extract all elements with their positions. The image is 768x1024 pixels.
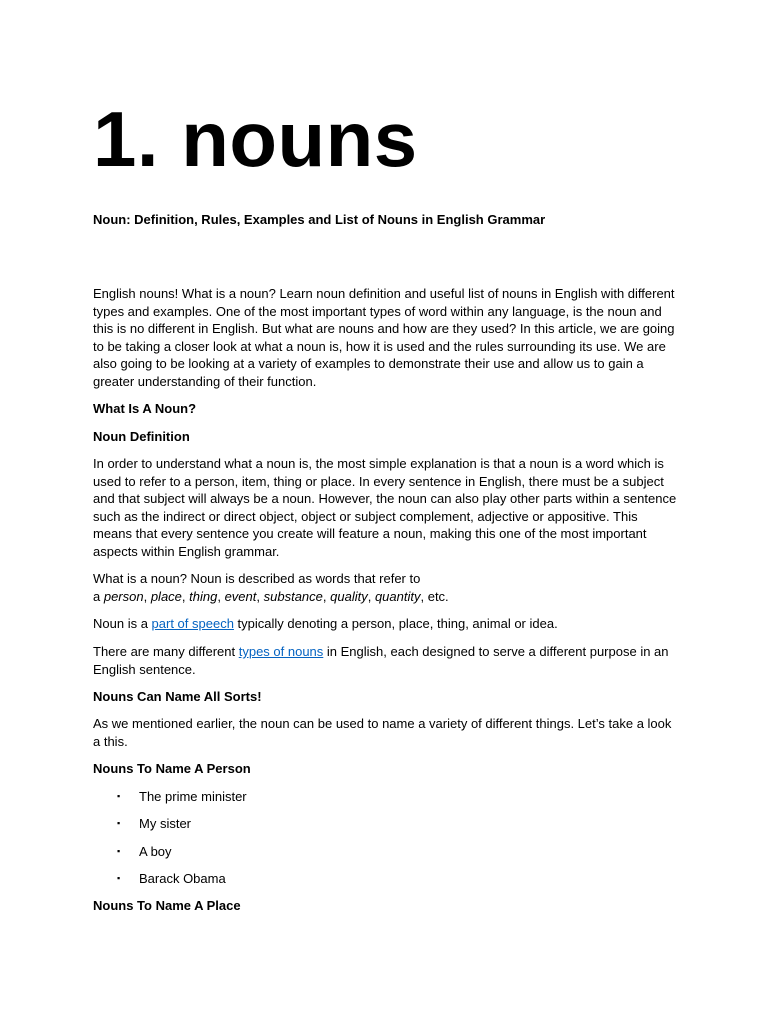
heading-nouns-can-name: Nouns Can Name All Sorts! <box>93 689 262 704</box>
list-item <box>117 843 247 870</box>
list-item <box>117 870 247 897</box>
list-item-text: Barack Obama <box>139 870 226 886</box>
list-item-text: The prime minister <box>139 789 247 804</box>
described-item: substance <box>263 588 323 604</box>
bullet-icon: ▪ <box>117 791 121 801</box>
sorts-paragraph: As we mentioned earlier, the noun can be used to name a variety of different things. Let’s take a look a this. <box>93 716 672 749</box>
pos-after: typically denoting a person, place, thing, animal or idea. <box>233 616 558 631</box>
described-line-1: What is a noun? Noun is described as words that refer to <box>93 571 421 586</box>
described-prefix: a <box>93 588 104 604</box>
types-line-1 <box>93 643 678 661</box>
bullet-icon: ▪ <box>117 872 121 883</box>
person-list <box>117 788 247 897</box>
pos-before: Noun is a <box>93 616 152 631</box>
described-item: person <box>103 588 144 604</box>
intro-paragraph: English nouns! What is a noun? Learn noun definition and useful list of nouns in English with different types and examples. One of the most important types of word within any language, is the noun and this is no different in English. But what are nouns and how are they used? In this article, we are going to be taking a closer look at what a noun is, how it is used and the rules surrounding its use. We are also going to be looking at a variety of examples to demonstrate their use and allow us to gain a greater understanding of their function. <box>93 286 675 389</box>
types-before: There are many different <box>93 644 239 659</box>
list-item <box>117 815 247 842</box>
heading-what-is-a-noun: What Is A Noun? <box>93 401 197 416</box>
bullet-icon: ▪ <box>117 818 121 829</box>
bullet-icon: ▪ <box>117 845 121 856</box>
types-line-2: English sentence. <box>93 661 196 677</box>
heading-nouns-person: Nouns To Name A Person <box>93 761 251 776</box>
subtitle: Noun: Definition, Rules, Examples and List of Nouns in English Grammar <box>93 212 546 227</box>
page-title: 1. nouns <box>93 95 418 183</box>
described-paragraph <box>93 570 678 605</box>
described-line-2: a person, place, thing, event, substance, quality, quantity, etc. <box>93 588 449 604</box>
list-item-text: A boy <box>139 843 172 859</box>
described-item: quantity <box>374 588 421 604</box>
types-of-nouns-link[interactable]: types of nouns <box>238 644 324 659</box>
types-of-nouns-paragraph <box>93 643 678 678</box>
described-item: quality <box>330 588 368 604</box>
heading-nouns-place: Nouns To Name A Place <box>93 898 241 913</box>
list-item-text: My sister <box>139 816 191 832</box>
described-item: event <box>224 588 257 604</box>
described-item: place <box>150 588 182 604</box>
part-of-speech-link[interactable]: part of speech <box>151 616 234 631</box>
described-suffix: etc. <box>427 588 449 604</box>
types-after: in English, each designed to serve a different purpose in an <box>323 644 669 659</box>
described-item: thing <box>189 588 218 604</box>
part-of-speech-sentence <box>93 615 678 633</box>
list-item <box>117 788 247 815</box>
heading-noun-definition: Noun Definition <box>93 429 190 444</box>
definition-paragraph: In order to understand what a noun is, the most simple explanation is that a noun is a word which is used to refer to a person, item, thing or place. In every sentence in English, there must be a subject and that subject will always be a noun. However, the noun can also play other parts within a sentence such as the indirect or direct object, object or subject complement, adjective or appositive. This means that every sentence you create will feature a noun, making this one of the most important aspects within English grammar. <box>93 456 677 559</box>
